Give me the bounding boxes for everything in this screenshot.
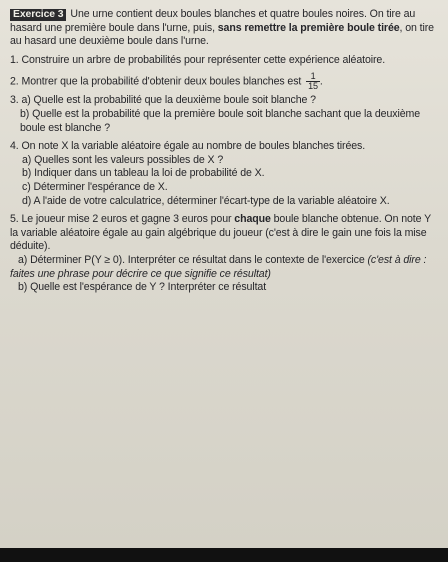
question-5a-hint: (c'est à dire : faites une phrase pour décrire ce que signifie ce résultat) [10,253,427,280]
question-3a: 3. a) Quelle est la probabilité que la deuxième boule soit blanche ? [10,94,316,107]
question-4b: b) Indiquer dans un tableau la loi de probabilité de X. [22,167,265,180]
question-4c: c) Déterminer l'espérance de X. [22,180,168,193]
exercise-intro [10,8,438,49]
question-1: 1. Construire un arbre de probabilités pour représenter cette expérience aléatoire. [10,53,386,66]
question-5-intro [10,213,438,254]
fraction-numerator: 1 [306,72,320,82]
question-2 [10,72,438,91]
question-5-text-a: 5. Le joueur mise 2 euros et gagne 3 euros pour [10,213,232,226]
question-5-bold: chaque [234,213,271,226]
exercise-label: Exercice 3 [10,9,66,21]
question-2-end: . [319,75,323,88]
question-4d: d) A l'aide de votre calculatrice, déterminer l'écart-type de la variable aléatoire X. [22,194,390,207]
question-3b: b) Quelle est la probabilité que la première boule soit blanche sachant que la deuxième boule est blanche ? [20,107,421,134]
question-4-intro: 4. On note X la variable aléatoire égale au nombre de boules blanches tirées. [10,140,366,153]
photo-edge [0,548,448,562]
intro-text-b: , on tire au hasard une deuxième boule dans l'urne. [10,21,434,48]
fraction [306,72,320,91]
intro-bold: sans remettre la première boule tirée [217,21,400,34]
question-5a-text: a) Déterminer P(Y ≥ 0). Interpréter ce résultat dans le contexte de l'exercice [18,253,365,266]
question-5-text-b: boule blanche obtenue. On note Y la variable aléatoire égale au gain algébrique du joueur (c'est à dire le gain une fois la mise déduite). [10,213,431,253]
intro-text-a: Une urne contient deux boules blanches et quatre boules noires. On tire au hasard une première boule dans l'urne, puis, [10,8,416,34]
question-5b: b) Quelle est l'espérance de Y ? Interpréter ce résultat [18,281,267,294]
question-2-text: 2. Montrer que la probabilité d'obtenir deux boules blanches est [10,75,302,88]
fraction-denominator: 15 [308,81,318,92]
question-5a [10,254,438,281]
question-4a: a) Quelles sont les valeurs possibles de X ? [22,153,224,166]
